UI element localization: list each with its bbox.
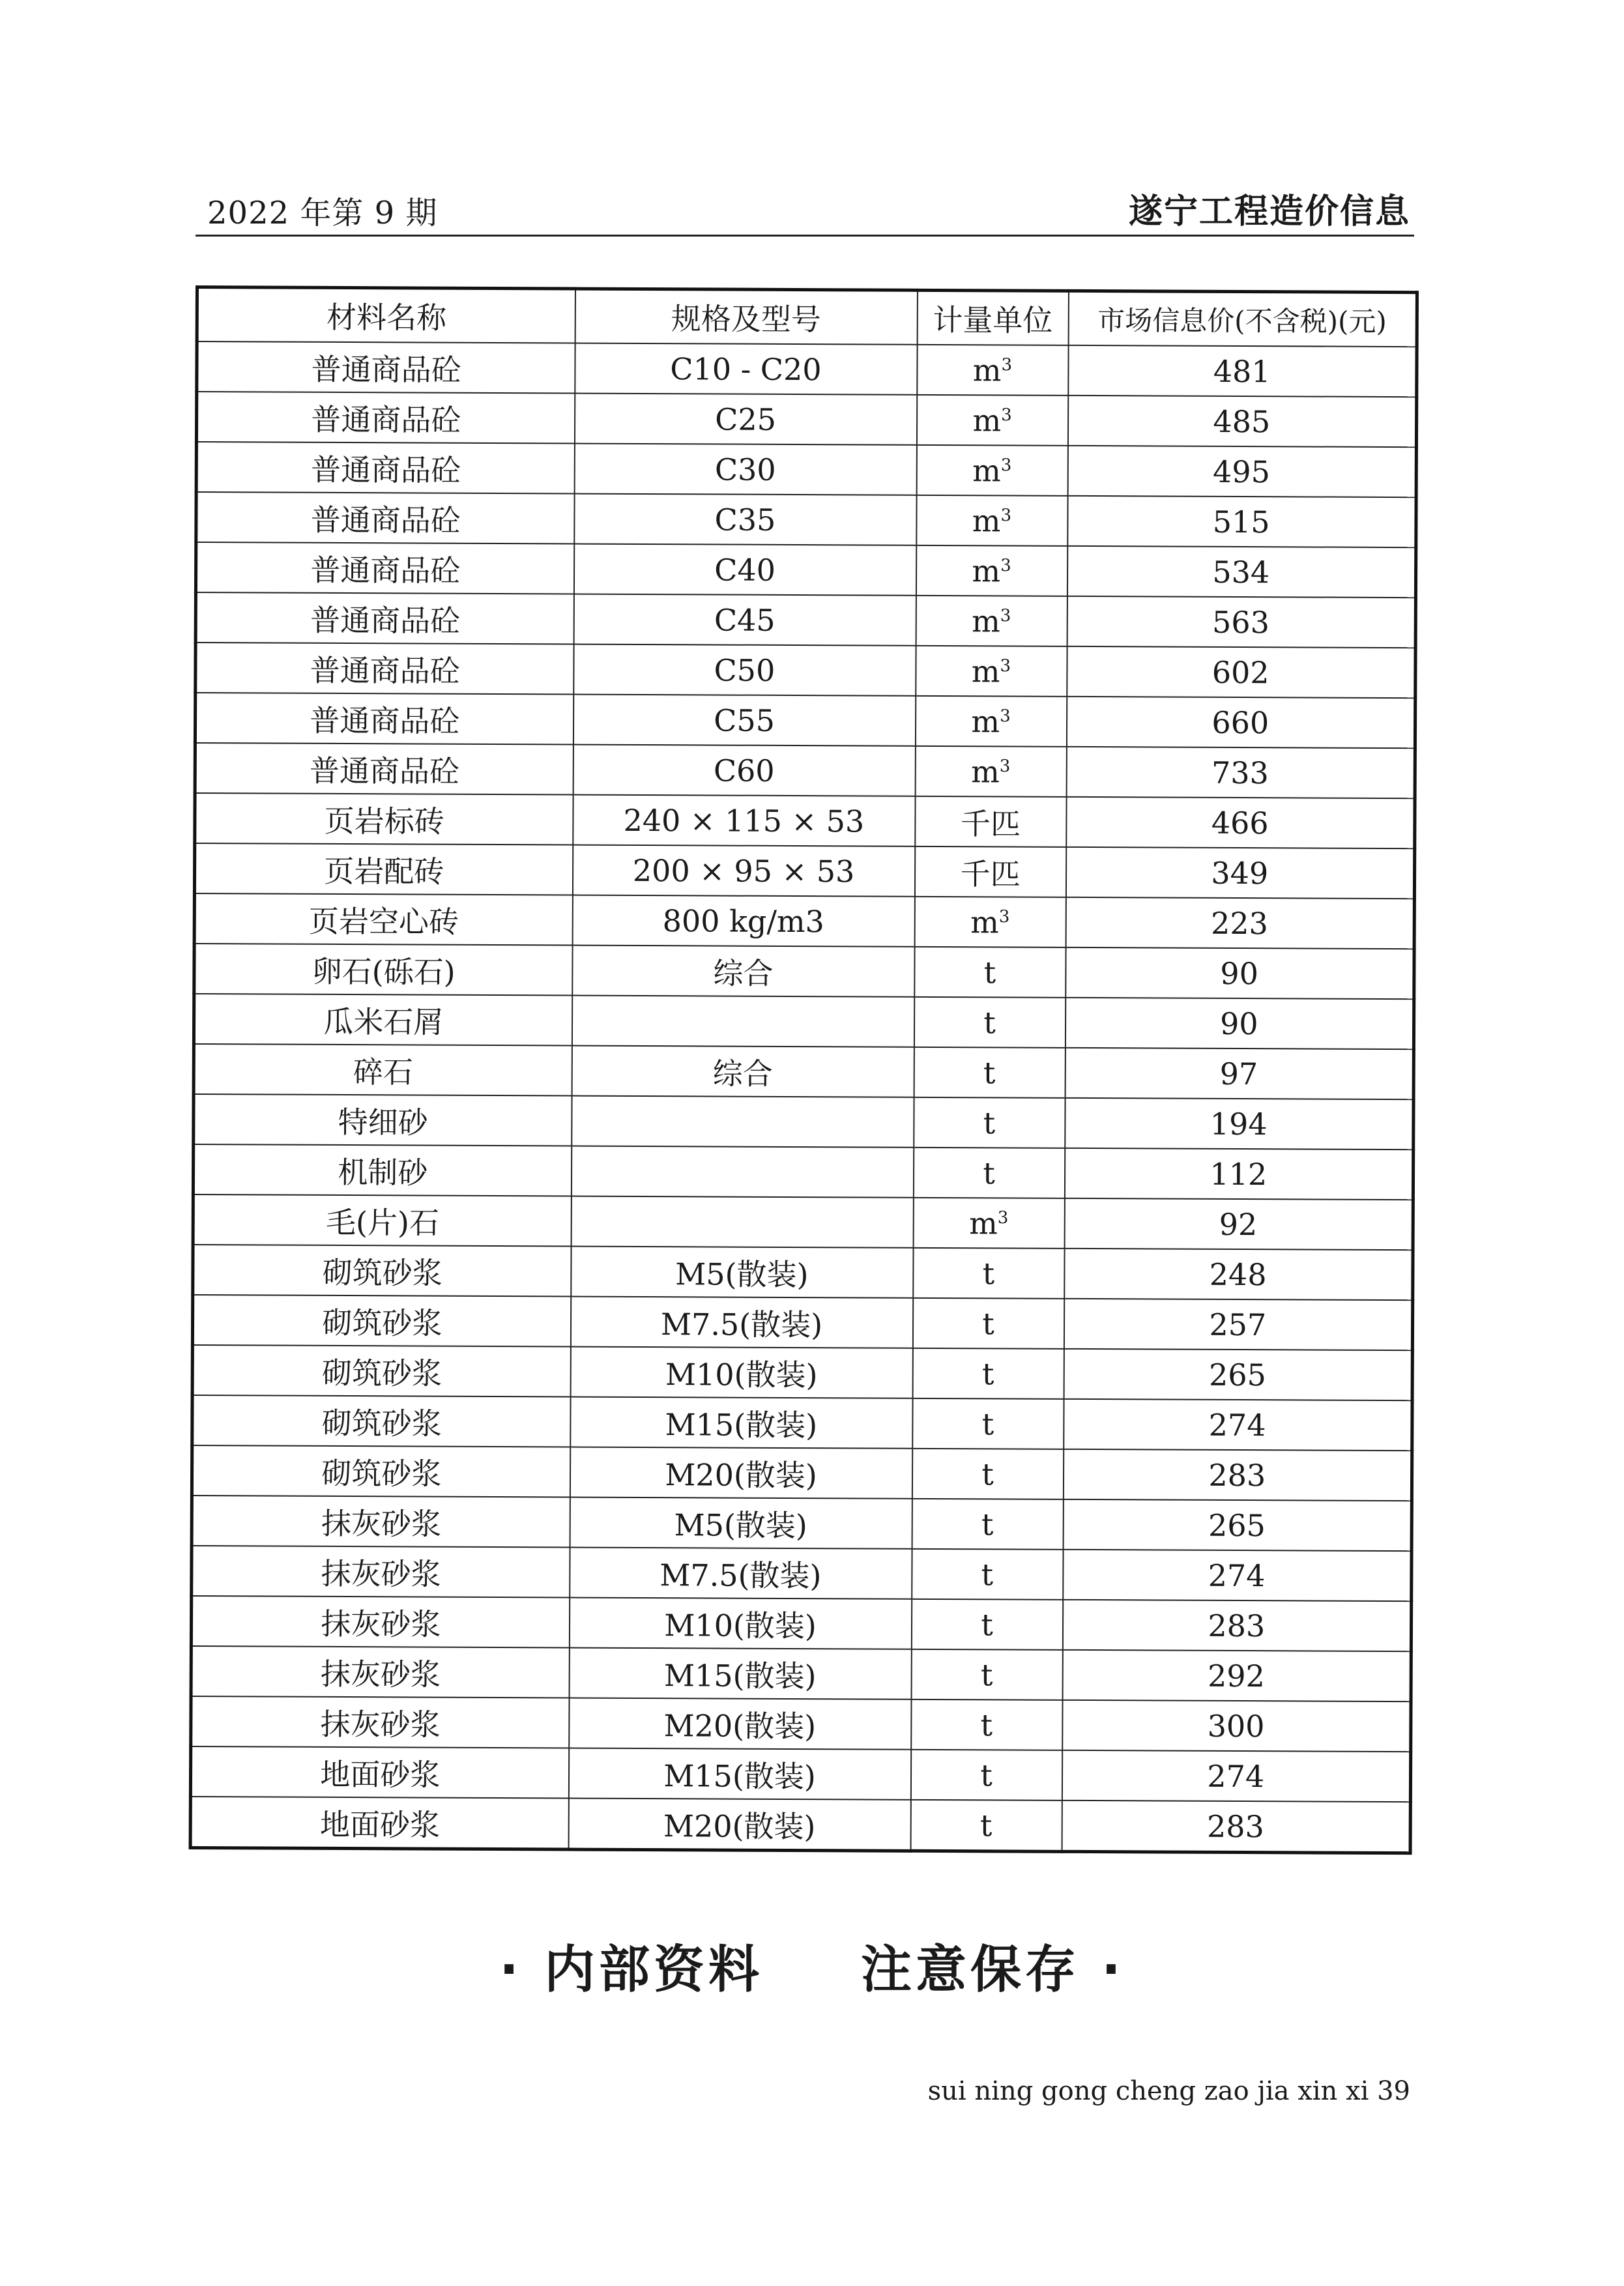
table-row (193, 1144, 1413, 1200)
cell-material-name: 抹灰砂浆 (192, 1546, 570, 1598)
cell-material-name: 普通商品砼 (196, 392, 574, 444)
cell-price: 283 (1062, 1600, 1411, 1651)
cell-price: 194 (1065, 1098, 1414, 1150)
cell-price: 265 (1064, 1349, 1412, 1400)
cell-price: 515 (1067, 496, 1416, 547)
cell-spec: M15(散装) (570, 1397, 912, 1449)
unit-text: t (983, 1054, 996, 1090)
cell-price: 274 (1063, 1550, 1412, 1601)
cell-spec: C45 (573, 594, 916, 646)
cell-price: 466 (1066, 797, 1415, 848)
unit-text: t (979, 1807, 993, 1843)
unit-superscript: 3 (1000, 706, 1011, 726)
unit-text: t (980, 1757, 993, 1793)
cell-material-name: 砌筑砂浆 (192, 1295, 570, 1347)
cell-price: 283 (1063, 1449, 1412, 1501)
cell-price: 223 (1066, 897, 1414, 949)
unit-text: t (981, 1606, 993, 1642)
price-table-wrap (189, 285, 1415, 1855)
cell-spec: M20(散装) (569, 1698, 911, 1750)
unit-text: t (980, 1707, 993, 1743)
cell-spec (571, 1146, 913, 1198)
cell-unit (914, 1047, 1065, 1098)
cell-material-name: 抹灰砂浆 (191, 1696, 569, 1748)
unit-text: 千匹 (960, 805, 1021, 842)
column-header-spec: 规格及型号 (575, 289, 917, 345)
unit-text: t (983, 1155, 995, 1191)
cell-price: 292 (1062, 1650, 1411, 1701)
table-row (190, 1746, 1410, 1802)
unit-text: m (971, 753, 1000, 789)
unit-superscript: 3 (999, 756, 1011, 776)
unit-text: m (972, 502, 1001, 538)
cell-price: 733 (1066, 747, 1415, 798)
cell-spec: C30 (574, 444, 916, 495)
unit-superscript: 3 (1000, 505, 1012, 525)
table-row (194, 994, 1414, 1049)
cell-unit (912, 1449, 1063, 1499)
cell-material-name: 抹灰砂浆 (191, 1646, 569, 1698)
cell-spec: C10 - C20 (575, 343, 917, 395)
unit-text: t (983, 1004, 996, 1040)
table-row (192, 1496, 1412, 1551)
cell-price: 602 (1067, 646, 1415, 698)
cell-price: 563 (1067, 596, 1415, 648)
cell-unit (912, 1348, 1064, 1399)
header-rule (196, 235, 1414, 237)
unit-text: m (972, 352, 1002, 388)
cell-price: 660 (1066, 697, 1415, 748)
table-row (195, 793, 1415, 848)
cell-unit (916, 445, 1067, 496)
cell-price: 90 (1065, 998, 1414, 1049)
table-body (190, 341, 1417, 1853)
unit-text: m (972, 402, 1002, 438)
table-row (196, 542, 1415, 598)
cell-price: 97 (1065, 1048, 1414, 1099)
cell-unit (914, 1097, 1065, 1148)
cell-spec: M5(散装) (571, 1247, 913, 1298)
table-row (194, 893, 1414, 949)
unit-text: t (982, 1255, 995, 1291)
cell-spec: C35 (574, 494, 916, 545)
unit-superscript: 3 (1000, 605, 1011, 626)
cell-unit (914, 947, 1066, 998)
cell-price: 112 (1064, 1148, 1413, 1200)
cell-unit (913, 1148, 1064, 1198)
cell-material-name: 页岩空心砖 (194, 893, 572, 946)
cell-price: 495 (1067, 446, 1416, 497)
unit-text: t (981, 1406, 994, 1441)
unit-text: m (970, 904, 999, 940)
cell-material-name: 页岩标砖 (195, 793, 573, 845)
table-row (194, 1094, 1414, 1150)
cell-price: 90 (1066, 948, 1414, 999)
table-row (193, 1245, 1413, 1300)
cell-material-name: 普通商品砼 (196, 442, 574, 494)
unit-superscript: 3 (1000, 455, 1012, 475)
cell-spec: M20(散装) (570, 1447, 912, 1499)
unit-text: t (981, 1456, 994, 1492)
cell-spec: 800 kg/m3 (572, 895, 914, 947)
cell-price: 248 (1064, 1249, 1413, 1300)
cell-spec: M7.5(散装) (570, 1297, 912, 1348)
table-row (196, 592, 1415, 648)
table-row (195, 693, 1415, 748)
cell-spec (572, 1096, 914, 1148)
cell-material-name: 砌筑砂浆 (192, 1395, 570, 1447)
cell-unit (911, 1649, 1062, 1700)
table-row (191, 1696, 1411, 1752)
cell-unit (912, 1549, 1063, 1600)
column-header-name: 材料名称 (197, 287, 575, 343)
unit-text: 千匹 (960, 856, 1021, 892)
table-row (196, 442, 1416, 497)
cell-price: 349 (1066, 847, 1414, 899)
unit-text: t (981, 1556, 994, 1592)
cell-spec: M20(散装) (568, 1799, 910, 1851)
unit-text: m (972, 603, 1000, 639)
table-row (195, 743, 1415, 798)
table-row (196, 492, 1416, 547)
cell-unit (913, 1198, 1064, 1249)
cell-material-name: 普通商品砼 (195, 693, 573, 745)
cell-spec: C50 (573, 644, 916, 696)
cell-unit (914, 997, 1065, 1048)
unit-text: m (971, 653, 1000, 689)
cell-price: 481 (1068, 345, 1417, 397)
cell-unit (910, 1800, 1062, 1852)
issue-label: 2022 年第 9 期 (207, 195, 438, 231)
cell-material-name: 普通商品砼 (196, 492, 574, 544)
cell-unit (915, 796, 1066, 847)
cell-spec: 综合 (572, 1046, 914, 1097)
unit-text: t (983, 1105, 996, 1140)
cell-unit (916, 395, 1067, 446)
table-row (191, 1646, 1411, 1701)
cell-unit (913, 1248, 1064, 1299)
cell-spec: M10(散装) (569, 1598, 911, 1649)
column-header-price: 市场信息价(不含税)(元) (1068, 291, 1417, 347)
cell-price: 265 (1063, 1499, 1412, 1551)
table-row (192, 1345, 1412, 1400)
cell-spec: C60 (573, 745, 915, 796)
cell-spec (572, 996, 914, 1047)
table-row (196, 643, 1415, 698)
unit-superscript: 3 (1000, 555, 1011, 575)
footer-note-left: · 内部资料 (499, 1941, 763, 1999)
cell-unit (910, 1750, 1062, 1801)
cell-price: 534 (1067, 546, 1415, 598)
cell-material-name: 碎石 (194, 1044, 572, 1096)
unit-text: m (971, 703, 1000, 739)
unit-text: t (983, 954, 996, 990)
unit-text: m (972, 553, 1001, 588)
cell-material-name: 卵石(砾石) (194, 944, 572, 996)
table-row (194, 843, 1414, 899)
cell-spec: M15(散装) (569, 1648, 911, 1700)
cell-price: 300 (1062, 1700, 1411, 1752)
cell-material-name: 毛(片)石 (193, 1194, 571, 1247)
cell-unit (915, 746, 1066, 797)
cell-material-name: 抹灰砂浆 (191, 1596, 569, 1648)
cell-unit (914, 846, 1066, 897)
cell-material-name: 普通商品砼 (197, 341, 575, 394)
table-row (192, 1395, 1412, 1451)
cell-material-name: 地面砂浆 (190, 1746, 568, 1799)
page-footer-line: sui ning gong cheng zao jia xin xi 39 (927, 2076, 1410, 2106)
cell-material-name: 普通商品砼 (195, 743, 573, 795)
unit-text: m (972, 452, 1001, 488)
cell-spec: M10(散装) (570, 1347, 912, 1398)
cell-price: 257 (1064, 1299, 1412, 1350)
cell-spec: M5(散装) (570, 1497, 912, 1549)
cell-material-name: 特细砂 (194, 1094, 572, 1146)
table-header-row (197, 287, 1417, 347)
cell-unit (916, 495, 1067, 546)
footer-note-right: 注意保存 · (861, 1941, 1125, 1999)
cell-material-name: 瓜米石屑 (194, 994, 572, 1046)
cell-unit (911, 1599, 1062, 1650)
cell-spec: C55 (573, 695, 915, 746)
cell-unit (911, 1700, 1062, 1750)
table-row (196, 392, 1416, 447)
cell-material-name: 抹灰砂浆 (192, 1496, 570, 1548)
cell-spec: 综合 (572, 946, 914, 997)
cell-material-name: 地面砂浆 (190, 1797, 568, 1849)
column-header-unit: 计量单位 (917, 290, 1068, 345)
unit-superscript: 3 (997, 1208, 1009, 1228)
cell-unit (917, 345, 1068, 396)
cell-material-name: 砌筑砂浆 (192, 1345, 570, 1397)
unit-text: m (969, 1205, 998, 1241)
cell-material-name: 普通商品砼 (196, 542, 573, 594)
cell-price: 274 (1062, 1750, 1410, 1802)
cell-unit (912, 1499, 1063, 1550)
table-row (190, 1797, 1410, 1853)
table-row (192, 1546, 1412, 1601)
cell-spec: 200 × 95 × 53 (572, 845, 914, 897)
cell-spec: M15(散装) (568, 1748, 910, 1800)
cell-unit (912, 1398, 1064, 1449)
price-table (189, 285, 1419, 1855)
cell-spec (571, 1196, 913, 1248)
cell-spec: 240 × 115 × 53 (573, 795, 915, 846)
unit-superscript: 3 (1000, 656, 1011, 676)
journal-title: 遂宁工程造价信息 (1128, 192, 1410, 231)
unit-text: t (982, 1305, 994, 1341)
cell-price: 283 (1062, 1801, 1410, 1853)
cell-material-name: 砌筑砂浆 (193, 1245, 571, 1297)
cell-material-name: 普通商品砼 (196, 592, 573, 644)
cell-unit (916, 545, 1067, 596)
cell-price: 274 (1064, 1399, 1412, 1451)
cell-spec: M7.5(散装) (570, 1548, 912, 1599)
cell-material-name: 砌筑砂浆 (192, 1445, 570, 1497)
cell-price: 485 (1067, 396, 1416, 447)
unit-superscript: 3 (1001, 405, 1012, 425)
footer-note (0, 1929, 1624, 2002)
unit-superscript: 3 (998, 906, 1010, 927)
cell-spec: C25 (574, 394, 916, 445)
table-row (194, 1044, 1414, 1099)
cell-unit (916, 646, 1067, 697)
table-row (192, 1445, 1412, 1501)
unit-text: t (980, 1657, 993, 1692)
unit-text: t (981, 1355, 994, 1391)
cell-spec: C40 (573, 544, 916, 596)
cell-material-name: 页岩配砖 (194, 843, 572, 895)
table-row (191, 1596, 1411, 1651)
table-row (194, 944, 1414, 999)
cell-material-name: 机制砂 (193, 1144, 571, 1196)
table-row (193, 1194, 1413, 1250)
table-row (197, 341, 1417, 397)
cell-unit (914, 897, 1066, 948)
cell-unit (916, 596, 1067, 646)
cell-unit (912, 1298, 1064, 1349)
cell-price: 92 (1064, 1198, 1413, 1250)
table-row (192, 1295, 1412, 1350)
cell-material-name: 普通商品砼 (196, 643, 573, 695)
cell-unit (915, 696, 1066, 747)
unit-text: t (981, 1506, 994, 1542)
unit-superscript: 3 (1001, 354, 1013, 375)
